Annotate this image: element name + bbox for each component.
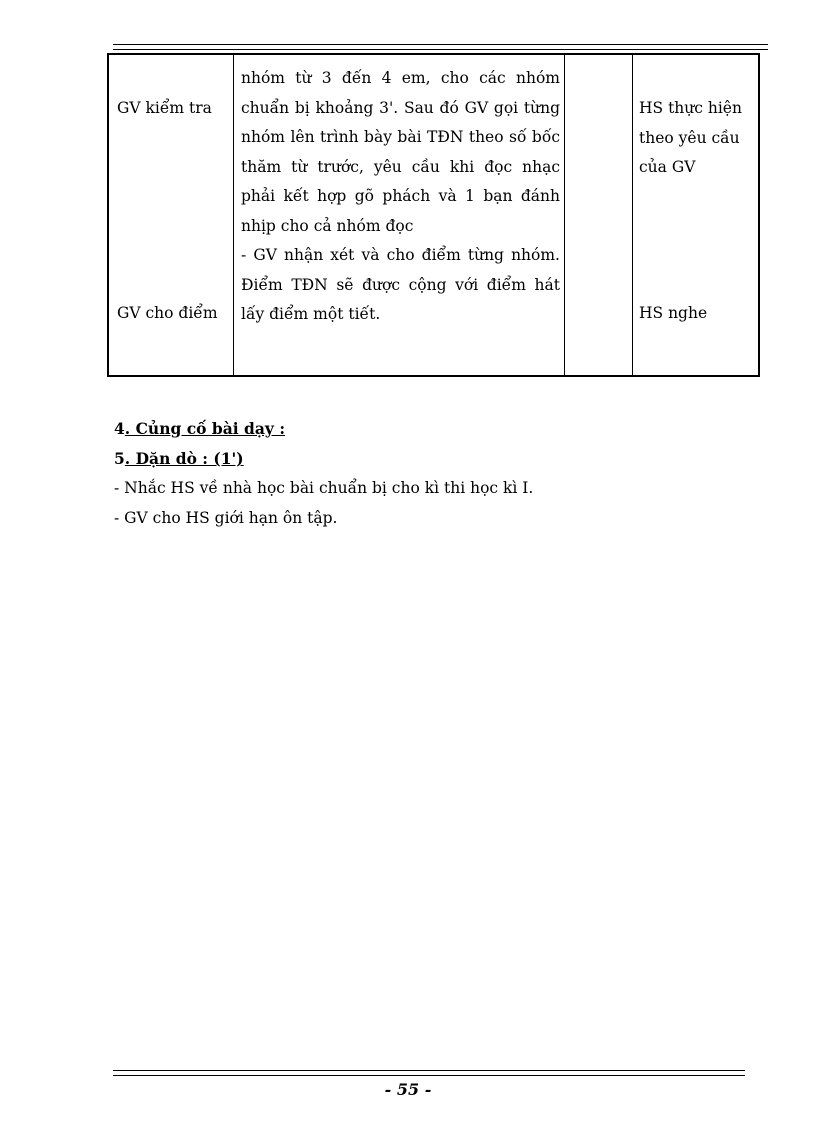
student-activity-listen: HS nghe bbox=[639, 304, 708, 322]
content-cell bbox=[234, 54, 565, 376]
header-rule-top bbox=[113, 44, 768, 45]
instruction-line-1: - Nhắc HS về nhà học bài chuẩn bị cho kì thi học kì I. bbox=[114, 479, 534, 497]
content-paragraph-1: nhóm từ 3 đến 4 em, cho các nhóm chuẩn bị khoảng 3'. Sau đó GV gọi từng nhóm lên trình bày bài TĐN theo số bốc thăm từ trước, yêu cầu khi đọc nhạc phải kết hợp gõ phách và 1 bạn đánh nhịp cho cả nhóm đọc bbox=[241, 69, 560, 235]
header-rule-bottom bbox=[113, 49, 768, 50]
footer-rule-bottom bbox=[113, 1075, 745, 1076]
student-activity-cell bbox=[633, 54, 760, 376]
section-5-heading bbox=[114, 449, 244, 468]
lesson-activity-table bbox=[107, 53, 760, 377]
section-4-heading bbox=[114, 419, 285, 438]
page-number: - 55 - bbox=[384, 1080, 432, 1099]
teacher-activity-cell bbox=[108, 54, 234, 376]
instruction-line-2: - GV cho HS giới hạn ôn tập. bbox=[114, 509, 338, 527]
footer-rule-top bbox=[113, 1070, 745, 1071]
student-activity-perform: HS thực hiện theo yêu cầu của GV bbox=[639, 99, 742, 176]
table-row bbox=[108, 54, 759, 376]
content-paragraph-2: - GV nhận xét và cho điểm từng nhóm. Điểm TĐN sẽ được cộng với điểm hát lấy điểm một tiết. bbox=[241, 246, 560, 323]
section-4-title: . Củng cố bài dạy : bbox=[124, 419, 286, 438]
section-5-number: 5 bbox=[114, 449, 125, 468]
teacher-activity-grade: GV cho điểm bbox=[117, 304, 218, 322]
section-4-number: 4 bbox=[114, 419, 125, 438]
empty-cell bbox=[565, 54, 633, 376]
section-5-title: . Dặn dò : (1') bbox=[124, 449, 244, 468]
teacher-activity-check: GV kiểm tra bbox=[117, 99, 212, 117]
